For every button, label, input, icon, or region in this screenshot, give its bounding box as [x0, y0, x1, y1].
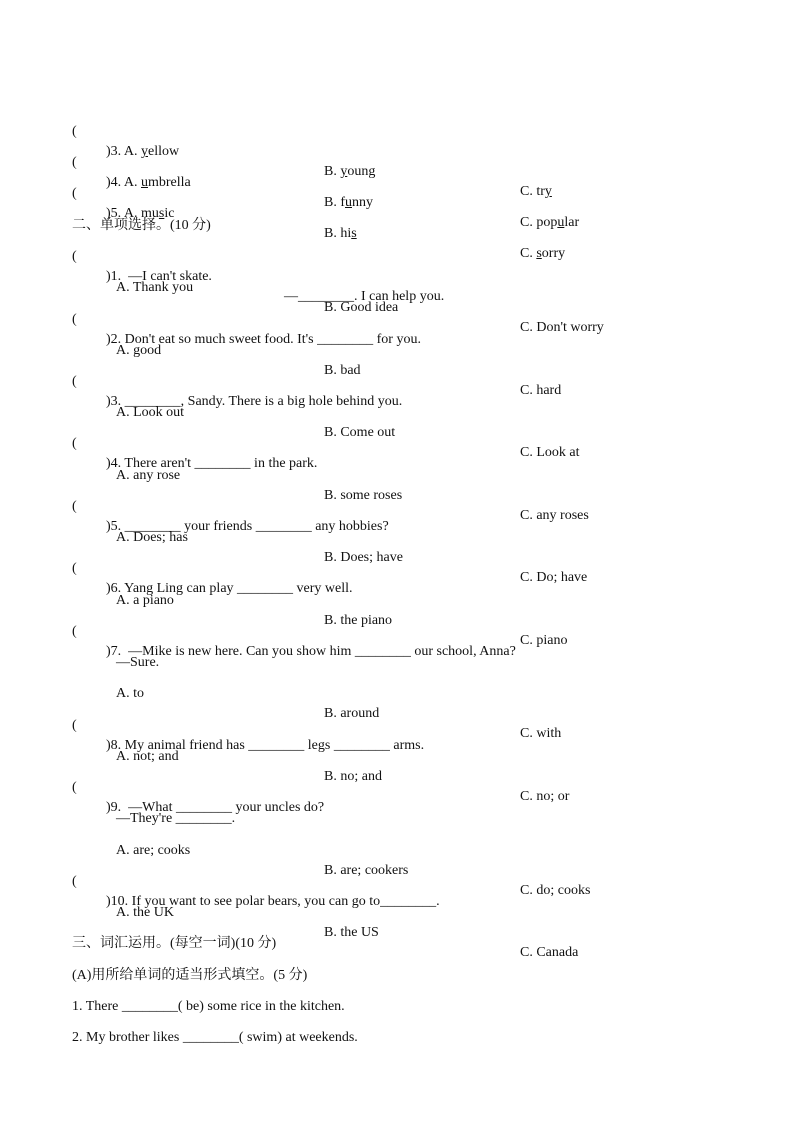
- answer-paren[interactable]: (: [72, 499, 77, 514]
- answer-paren[interactable]: (: [72, 718, 77, 733]
- answer-paren[interactable]: (: [72, 374, 77, 389]
- fill-in-row: [0, 977, 794, 1014]
- option-c: C. sorry: [520, 246, 566, 261]
- section-3-title: 三、词汇运用。(每空一词)(10 分): [72, 936, 277, 951]
- fill-in-row: [0, 1008, 794, 1045]
- option-a[interactable]: A. the UK: [116, 905, 174, 920]
- options-row: [0, 383, 794, 460]
- question-stem-reply: —________. I can help you.: [284, 289, 445, 304]
- option-b: B. young: [324, 164, 376, 179]
- option-c[interactable]: C. hard: [520, 383, 562, 398]
- sub-heading: [0, 946, 794, 983]
- option-c[interactable]: C. Don't worry: [520, 320, 604, 335]
- answer-paren[interactable]: (: [72, 312, 77, 327]
- section-2-title: 二、单项选择。(10 分): [72, 218, 211, 233]
- question-stem: )1. —I can't skate.: [106, 269, 212, 284]
- question-stem: )10. If you want to see polar bears, you can go to________.: [106, 894, 440, 909]
- answer-paren[interactable]: (: [72, 624, 77, 639]
- options-row: [0, 727, 794, 804]
- option-b[interactable]: B. around: [324, 706, 380, 721]
- options-row: [0, 508, 794, 585]
- option-a[interactable]: A. any rose: [116, 468, 181, 483]
- dialogue-reply: —Sure.: [116, 655, 160, 670]
- option-b[interactable]: B. are; cookers: [324, 863, 409, 878]
- answer-paren[interactable]: (: [72, 124, 77, 139]
- answer-paren[interactable]: (: [72, 780, 77, 795]
- option-a[interactable]: A. Thank you: [116, 280, 194, 295]
- option-c[interactable]: C. with: [520, 726, 562, 741]
- option-b[interactable]: B. the US: [324, 925, 379, 940]
- option-c[interactable]: C. Do; have: [520, 570, 588, 585]
- answer-paren[interactable]: (: [72, 436, 77, 451]
- question-stem: )2. Don't eat so much sweet food. It's ________ for you.: [106, 332, 421, 347]
- part-a-instructions: (A)用所给单词的适当形式填空。(5 分): [72, 968, 308, 983]
- reply-row: [0, 789, 794, 826]
- option-a: )5. A. music: [106, 206, 175, 221]
- answer-paren[interactable]: (: [72, 561, 77, 576]
- fill-in-item[interactable]: 2. My brother likes ________( swim) at weekends.: [72, 1030, 358, 1045]
- answer-paren[interactable]: (: [72, 874, 77, 889]
- option-b[interactable]: B. Good idea: [324, 300, 399, 315]
- option-a: )4. A. umbrella: [106, 175, 191, 190]
- dialogue-reply: —They're ________.: [116, 811, 236, 826]
- reply-row: [0, 633, 794, 670]
- option-b[interactable]: B. some roses: [324, 488, 403, 503]
- option-b[interactable]: B. the piano: [324, 613, 393, 628]
- option-b: B. funny: [324, 195, 373, 210]
- section-heading: [0, 914, 794, 951]
- question-stem: )9. —What ________ your uncles do?: [106, 800, 325, 815]
- option-c[interactable]: C. Look at: [520, 445, 580, 460]
- option-c: C. popular: [520, 215, 580, 230]
- question-stem: )4. There aren't ________ in the park.: [106, 456, 318, 471]
- option-c[interactable]: C. Canada: [520, 945, 579, 960]
- question-stem: )6. Yang Ling can play ________ very well.: [106, 581, 353, 596]
- option-c[interactable]: C. no; or: [520, 789, 570, 804]
- options-row: [0, 571, 794, 648]
- fill-in-item[interactable]: 1. There ________( be) some rice in the kitchen.: [72, 999, 345, 1014]
- option-a[interactable]: A. to: [116, 686, 144, 701]
- question-stem: )8. My animal friend has ________ legs ________ arms.: [106, 738, 425, 753]
- option-c: C. try: [520, 184, 552, 199]
- question-stem: )3. ________, Sandy. There is a big hole behind you.: [106, 394, 403, 409]
- options-row: [0, 821, 794, 898]
- option-a[interactable]: A. not; and: [116, 749, 179, 764]
- answer-paren[interactable]: (: [72, 155, 77, 170]
- option-a[interactable]: A. Look out: [116, 405, 185, 420]
- option-b[interactable]: B. bad: [324, 363, 361, 378]
- option-b[interactable]: B. Come out: [324, 425, 396, 440]
- answer-paren[interactable]: (: [72, 249, 77, 264]
- option-a[interactable]: A. Does; has: [116, 530, 188, 545]
- option-b[interactable]: B. no; and: [324, 769, 382, 784]
- options-row: [0, 664, 794, 741]
- options-row: [0, 446, 794, 523]
- option-c[interactable]: C. do; cooks: [520, 883, 591, 898]
- option-c[interactable]: C. any roses: [520, 508, 589, 523]
- option-c[interactable]: C. piano: [520, 633, 568, 648]
- question-stem: )5. ________ your friends ________ any hobbies?: [106, 519, 389, 534]
- option-a[interactable]: A. are; cooks: [116, 843, 191, 858]
- option-b[interactable]: B. Does; have: [324, 550, 403, 565]
- option-a[interactable]: A. good: [116, 343, 162, 358]
- answer-paren[interactable]: (: [72, 186, 77, 201]
- option-a[interactable]: A. a piano: [116, 593, 174, 608]
- option-b: B. his: [324, 226, 357, 241]
- options-row: [0, 321, 794, 398]
- option-a: )3. A. yellow: [106, 144, 180, 159]
- question-stem: )7. —Mike is new here. Can you show him ________ our school, Anna?: [106, 644, 516, 659]
